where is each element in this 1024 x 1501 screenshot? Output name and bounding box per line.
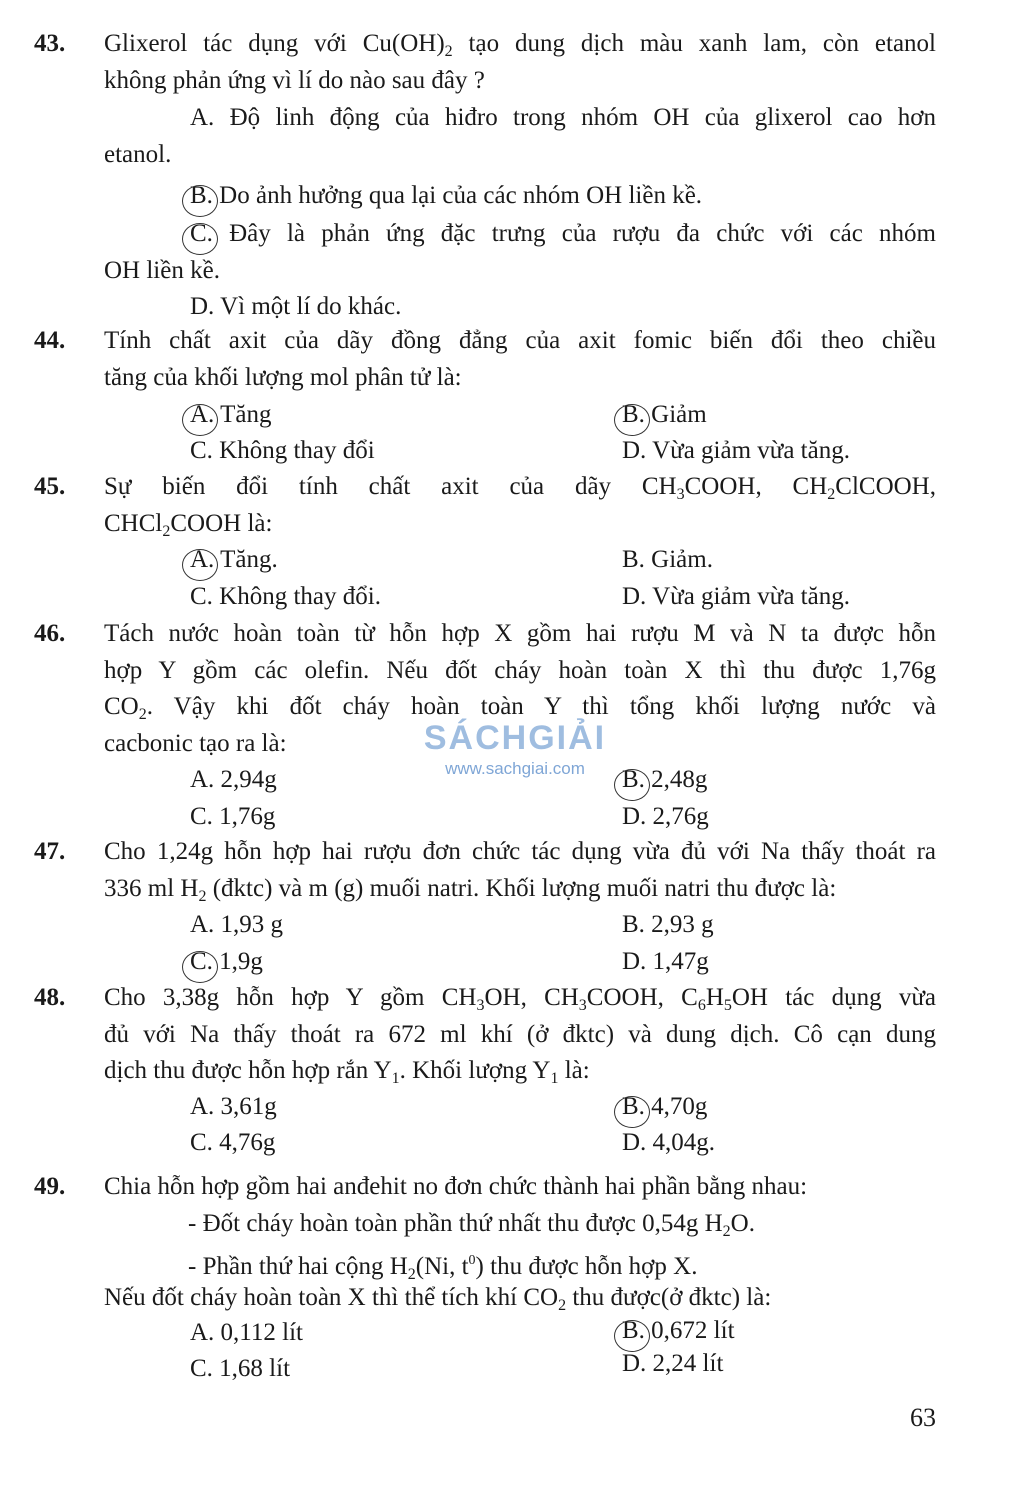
option-d: D. Vừa giảm vừa tăng.: [622, 437, 850, 464]
option-c: C. 1,76g: [190, 803, 276, 830]
question-stem-line: Nếu đốt cháy hoàn toàn X thì thể tích khí $CO_2$ thu được(ở đktc) là:: [104, 1284, 772, 1314]
option-c: C. Không thay đổi: [190, 437, 375, 464]
question-stem-line: - Phần thứ hai cộng $H_2(Ni$, $t^0$) thu được hỗn hợp X.: [188, 1253, 698, 1283]
question-number: 46.: [34, 620, 66, 647]
answer-mark-circle: C. Đây là phản ứng đặc trưng của rượu đa chức với các nhóm: [190, 220, 936, 247]
question-stem-line: dịch thu được hỗn hợp rắn $Y_1$. Khối lượng $Y_1$ là:: [104, 1057, 590, 1087]
option-b: [622, 762, 707, 798]
watermark-url: www.sachgiai.com: [445, 759, 585, 778]
question-stem-line: không phản ứng vì lí do nào sau đây ?: [104, 67, 485, 94]
answer-mark-circle: B. 0,672 lít: [622, 1317, 735, 1344]
watermark-title: SÁCHGIẢI: [423, 719, 607, 757]
question-stem-line: CHCl$_2$COOH là:: [104, 510, 273, 540]
question-stem-line: Glixerol tác dụng với $Cu(OH)_2$ tạo dung dịch màu xanh lam, còn etanol: [104, 30, 936, 60]
question-stem-line: 336 ml $H_2$ (đktc) và m (g) muối natri. Khối lượng muối natri thu được là:: [104, 875, 837, 905]
option-c: C. Không thay đổi.: [190, 583, 381, 610]
page-number: 63: [910, 1403, 936, 1432]
option-d: D. 4,04g.: [622, 1129, 716, 1156]
question-stem-line: đủ với Na thấy thoát ra 672 ml khí (ở đktc) và dung dịch. Cô cạn dung: [104, 1021, 936, 1048]
answer-mark-circle: A. Tăng: [190, 401, 272, 428]
question-stem-line: Cho 1,24g hỗn hợp hai rượu đơn chức tác dụng vừa đủ với Na thấy thoát ra: [104, 838, 936, 865]
option-b: [622, 1313, 735, 1349]
question-stem-line: tăng của khối lượng mol phân tử là:: [104, 364, 462, 391]
option-c: [190, 216, 936, 252]
option-d: D. Vừa giảm vừa tăng.: [622, 583, 850, 610]
option-c-continued: OH liền kề.: [104, 257, 220, 284]
option-a: [190, 397, 271, 433]
watermark: [410, 718, 620, 780]
question-stem-line: - Đốt cháy hoàn toàn phần thứ nhất thu được 0,54g $H_2O$.: [188, 1210, 755, 1240]
question-stem-line: Tách nước hoàn toàn từ hỗn hợp X gồm hai rượu M và N ta được hỗn: [104, 620, 936, 647]
option-b: B. Giảm.: [622, 546, 713, 573]
answer-mark-circle: B. 4,70g: [622, 1093, 708, 1120]
question-stem-line: Chia hỗn hợp gồm hai anđehit no đơn chức thành hai phần bằng nhau:: [104, 1173, 808, 1200]
answer-mark-circle: C. 1,9g: [190, 948, 263, 975]
question-stem-line: $CO_2$. Vậy khi đốt cháy hoàn toàn Y thì tổng khối lượng nước và: [104, 693, 936, 723]
question-stem-line: hợp Y gồm các olefin. Nếu đốt cháy hoàn toàn X thì thu được 1,76g: [104, 657, 936, 684]
option-d: D. 2,76g: [622, 803, 709, 830]
question-number: 45.: [34, 473, 66, 500]
option-d: D. 1,47g: [622, 948, 709, 975]
option-a: [190, 542, 278, 578]
option-a: A. Độ linh động của hiđro trong nhóm OH của glixerol cao hơn: [190, 104, 936, 131]
option-c: C. 4,76g: [190, 1129, 276, 1156]
option-b: [622, 397, 707, 433]
option-b: [190, 178, 702, 214]
option-a: A. 2,94g: [190, 766, 277, 793]
answer-mark-circle: B. Do ảnh hưởng qua lại của các nhóm OH liền kề.: [190, 182, 703, 209]
option-d: D. Vì một lí do khác.: [190, 293, 402, 320]
option-a: A. 1,93 g: [190, 911, 284, 938]
question-stem-line: Sự biến đổi tính chất axit của dãy $CH_3COOH$, $CH_2ClCOOH$,: [104, 473, 936, 503]
question-number: 43.: [34, 30, 66, 57]
question-stem-line: cacbonic tạo ra là:: [104, 730, 287, 757]
option-a: A. 3,61g: [190, 1093, 277, 1120]
option-c: [190, 944, 263, 980]
question-number: 47.: [34, 838, 66, 865]
answer-mark-circle: A. Tăng.: [190, 546, 278, 573]
answer-mark-circle: B. Giảm: [622, 401, 707, 428]
option-c: C. 1,68 lít: [190, 1355, 291, 1382]
question-number: 49.: [34, 1173, 66, 1200]
question-number: 44.: [34, 327, 66, 354]
question-stem-line: Cho 3,38g hỗn hợp Y gồm $CH_3OH$, $CH_3COOH$, $C_6H_5OH$ tác dụng vừa: [104, 984, 936, 1014]
option-b: [622, 1089, 707, 1125]
option-d: D. 2,24 lít: [622, 1350, 724, 1377]
option-b: B. 2,93 g: [622, 911, 714, 938]
question-stem-line: Tính chất axit của dãy đồng đẳng của axit fomic biến đổi theo chiều: [104, 327, 936, 354]
question-number: 48.: [34, 984, 66, 1011]
option-a-continued: etanol.: [104, 141, 172, 168]
option-a: A. 0,112 lít: [190, 1319, 303, 1346]
answer-mark-circle: B. 2,48g: [622, 766, 708, 793]
